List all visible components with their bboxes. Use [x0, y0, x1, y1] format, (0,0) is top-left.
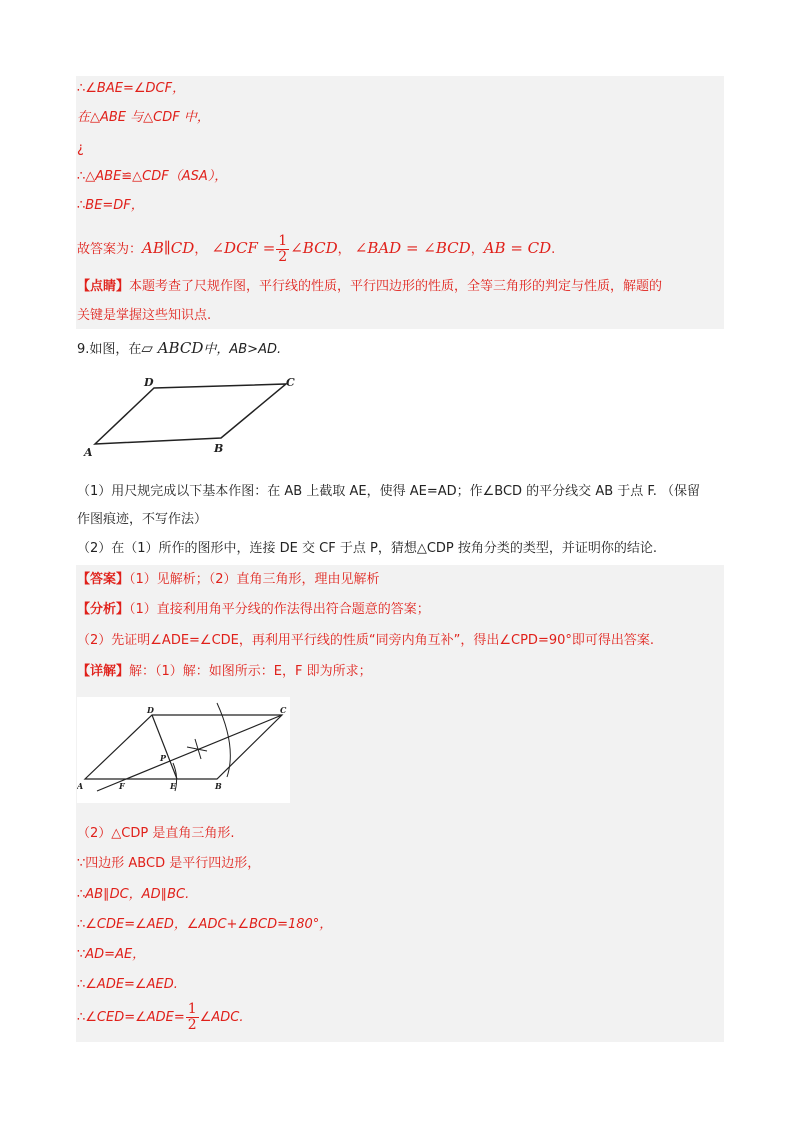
fraction: $\frac{1}{2}$: [187, 1001, 197, 1033]
label-p: P: [160, 753, 167, 763]
proof-line: ∴∠CED=∠ADE= $\frac{1}{2}$ ∠ADC.: [77, 1001, 244, 1033]
comment-line: 【点睛】本题考查了尺规作图，平行线的性质，平行四边形的性质，全等三角形的判定与性质，解题的: [77, 279, 663, 294]
detail-tag: 【详解】: [77, 664, 130, 679]
label-d: D: [144, 376, 154, 389]
problem-title: 9.如图，在▱ ABCD中，AB>AD.: [77, 339, 282, 357]
analysis-tag: 【分析】: [77, 602, 130, 617]
label-b: B: [215, 781, 222, 791]
question-1-cont: 作图痕迹，不写作法）: [77, 512, 208, 527]
solution-line: ¿: [77, 141, 84, 156]
answer-tag: 【答案】: [77, 572, 130, 587]
parallelogram-figure: [80, 372, 320, 462]
proof-line: ∵AD=AE，: [77, 947, 146, 962]
solution-line: ∴△ABE≌△CDF（ASA），: [77, 169, 228, 184]
label-e: E: [170, 781, 177, 791]
solution-line: ∴BE=DF，: [77, 198, 144, 213]
parallelogram-abcd: [95, 384, 286, 444]
detail-line: 【详解】解：（1）解：如图所示：E，F 即为所求；: [77, 664, 372, 679]
label-d: D: [147, 705, 154, 715]
fraction: $\frac{1}{2}$: [278, 233, 288, 265]
question-2: （2）在（1）所作的图形中，连接 DE 交 CF 于点 P，猜想△CDP 按角分类的类型，并证明你的结论.: [77, 541, 658, 556]
proof-line: ∴AB∥DC，AD∥BC.: [77, 887, 190, 902]
label-b: B: [214, 442, 224, 455]
construction-figure: [77, 697, 290, 803]
solution-line: 在△ABE 与△CDF 中，: [77, 110, 210, 125]
figure-background: [77, 697, 290, 803]
question-1: （1）用尺规完成以下基本作图：在 AB 上截取 AE，使得 AE=AD；作∠BCD 的平分线交 AB 于点 F. （保留: [77, 484, 701, 499]
label-a: A: [77, 781, 84, 791]
label-c: C: [286, 376, 295, 389]
answer-line: 【答案】（1）见解析；（2）直角三角形，理由见解析: [77, 572, 380, 587]
answer-line: 故答案为：AB∥CD， ∠DCF = $\frac{1}{2}$ ∠BCD， ∠BAD = ∠BCD，AB = CD.: [77, 233, 556, 265]
proof-line: ∴∠CDE=∠AED，∠ADC+∠BCD=180°，: [77, 917, 333, 932]
analysis-line: 【分析】（1）直接利用角平分线的作法得出符合题意的答案；: [77, 602, 430, 617]
label-a: A: [84, 446, 93, 459]
label-c: C: [280, 705, 287, 715]
solution-line: ∴∠BAE=∠DCF，: [77, 81, 186, 96]
label-f: F: [119, 781, 125, 791]
proof-line: ∴∠ADE=∠AED.: [77, 977, 178, 992]
analysis-line: （2）先证明∠ADE=∠CDE，再利用平行线的性质“同旁内角互补”，得出∠CPD=90°即可得出答案.: [77, 633, 655, 648]
comment-tag: 【点睛】: [77, 279, 130, 294]
comment-line: 关键是掌握这些知识点.: [77, 308, 212, 323]
proof-line: ∵四边形 ABCD 是平行四边形，: [77, 856, 261, 871]
proof-line: （2）△CDP 是直角三角形.: [77, 826, 235, 841]
